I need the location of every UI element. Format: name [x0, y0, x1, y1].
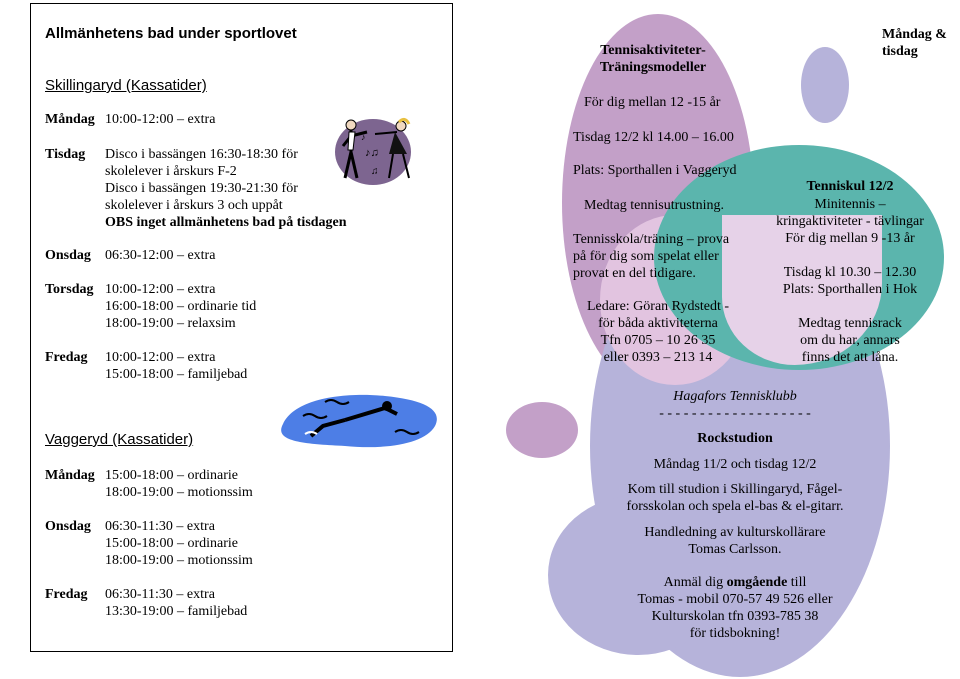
schedule-line: 18:00-19:00 – motionssim: [105, 485, 253, 500]
tennis-school-3: provat en del tidigare.: [573, 266, 696, 281]
schedule-line: skolelever i årskurs 3 och uppåt: [105, 198, 283, 213]
schedule-line: 10:00-12:00 – extra: [105, 350, 216, 365]
schedule-line: Disco i bassängen 19:30-21:30 för: [105, 181, 298, 196]
schedule-line: 18:00-19:00 – motionssim: [105, 553, 253, 568]
tennis-school-2: på för dig som spelat eller: [573, 249, 719, 264]
tenniskul-line-4: Tisdag kl 10.30 – 12.30: [783, 265, 917, 280]
tenniskul-title: Tenniskul 12/2: [806, 179, 894, 194]
rock-come-1: Kom till studion i Skillingaryd, Fågel-: [627, 482, 843, 497]
schedule-line: 10:00-12:00 – extra: [105, 282, 216, 297]
rock-register-4: för tidsbokning!: [689, 626, 781, 641]
swimmer-illustration: [275, 386, 445, 456]
rock-come-2: forsskolan och spela el-bas & el-gitarr.: [626, 499, 844, 514]
dancers-illustration: [331, 112, 413, 190]
schedule-line: 16:00-18:00 – ordinarie tid: [105, 299, 257, 314]
schedule-line: 10:00-12:00 – extra: [105, 112, 216, 127]
day-label: Onsdag: [45, 519, 91, 534]
tennis-age: För dig mellan 12 -15 år: [584, 95, 721, 110]
small-lavender-oval: [801, 47, 849, 123]
schedule-line: 15:00-18:00 – familjebad: [105, 367, 248, 382]
schedule-line: OBS inget allmänhetens bad på tisdagen: [105, 215, 347, 230]
schedule-row: [45, 146, 347, 231]
rock-register-3: Kulturskolan tfn 0393-785 38: [651, 609, 819, 624]
tennis-leader-2: för båda aktiviteterna: [598, 316, 718, 331]
svg-text:♪: ♪: [361, 132, 366, 142]
corner-days-2: tisdag: [882, 44, 918, 59]
tennis-title-2: Träningsmodeller: [599, 60, 707, 75]
tennis-leader-4: eller 0393 – 213 14: [603, 350, 713, 365]
skillingaryd-heading: Skillingaryd (Kassatider): [45, 77, 207, 94]
schedule-line: 13:30-19:00 – familjebad: [105, 604, 248, 619]
day-label: Fredag: [45, 350, 88, 365]
club-dashes: - - - - - - - - - - - - - - - - - - -: [659, 406, 811, 421]
rock-dates: Måndag 11/2 och tisdag 12/2: [653, 457, 817, 472]
schedule-row: [45, 467, 253, 501]
tennis-place: Plats: Sporthallen i Vaggeryd: [573, 163, 737, 178]
tenniskul-line-6: Medtag tennisrack: [798, 316, 902, 331]
schedule-row: [45, 247, 215, 264]
schedule-line: 06:30-11:30 – extra: [105, 519, 215, 534]
schedule-line: Disco i bassängen 16:30-18:30 för: [105, 147, 298, 162]
schedule-line: 06:30-12:00 – extra: [105, 248, 216, 263]
day-label: Tisdag: [45, 147, 86, 162]
schedule-line: 06:30-11:30 – extra: [105, 587, 215, 602]
pool-title: Allmänhetens bad under sportlovet: [45, 25, 297, 42]
pool-schedule-panel: [30, 3, 453, 652]
club-name: Hagafors Tennisklubb: [673, 389, 797, 404]
day-label: Onsdag: [45, 248, 91, 263]
tennis-leader-3: Tfn 0705 – 10 26 35: [600, 333, 716, 348]
tennis-school-1: Tennisskola/träning – prova: [573, 232, 730, 247]
tennis-date: Tisdag 12/2 kl 14.00 – 16.00: [573, 130, 734, 145]
rock-register-1: Anmäl dig omgående till: [663, 575, 807, 590]
svg-text:♪♫: ♪♫: [365, 147, 379, 159]
tennis-title-1: Tennisaktiviteter-: [600, 43, 706, 58]
day-label: Fredag: [45, 587, 88, 602]
schedule-line: 15:00-18:00 – ordinarie: [105, 468, 238, 483]
tenniskul-line-2: kringaktiviteter - tävlingar: [776, 214, 924, 229]
corner-days-1: Måndag &: [882, 27, 947, 42]
small-pink-circle: [506, 402, 578, 458]
rock-register-2: Tomas - mobil 070-57 49 526 eller: [637, 592, 833, 607]
schedule-line: 15:00-18:00 – ordinarie: [105, 536, 238, 551]
tenniskul-line-3: För dig mellan 9 -13 år: [785, 231, 915, 246]
rock-guide-2: Tomas Carlsson.: [688, 542, 782, 557]
tennis-leader-1: Ledare: Göran Rydstedt -: [586, 299, 730, 314]
tenniskul-line-8: finns det att låna.: [801, 350, 899, 365]
schedule-row: [45, 586, 247, 620]
tenniskul-line-7: om du har, annars: [800, 333, 900, 348]
tennis-bring: Medtag tennisutrustning.: [584, 198, 724, 213]
day-label: Måndag: [45, 468, 95, 483]
vaggeryd-heading: Vaggeryd (Kassatider): [45, 431, 194, 448]
tenniskul-line-1: Minitennis –: [814, 197, 886, 212]
rock-title: Rockstudion: [697, 431, 773, 446]
schedule-line: 18:00-19:00 – relaxsim: [105, 316, 236, 331]
svg-text:♫: ♫: [371, 166, 379, 177]
schedule-row: [45, 281, 256, 332]
schedule-row: [45, 518, 253, 569]
schedule-row: [45, 349, 247, 383]
rock-guide-1: Handledning av kulturskollärare: [644, 525, 826, 540]
schedule-row: [45, 111, 215, 128]
schedule-line: skolelever i årskurs F-2: [105, 164, 237, 179]
day-label: Torsdag: [45, 282, 94, 297]
day-label: Måndag: [45, 112, 95, 127]
tenniskul-line-5: Plats: Sporthallen i Hok: [782, 282, 918, 297]
